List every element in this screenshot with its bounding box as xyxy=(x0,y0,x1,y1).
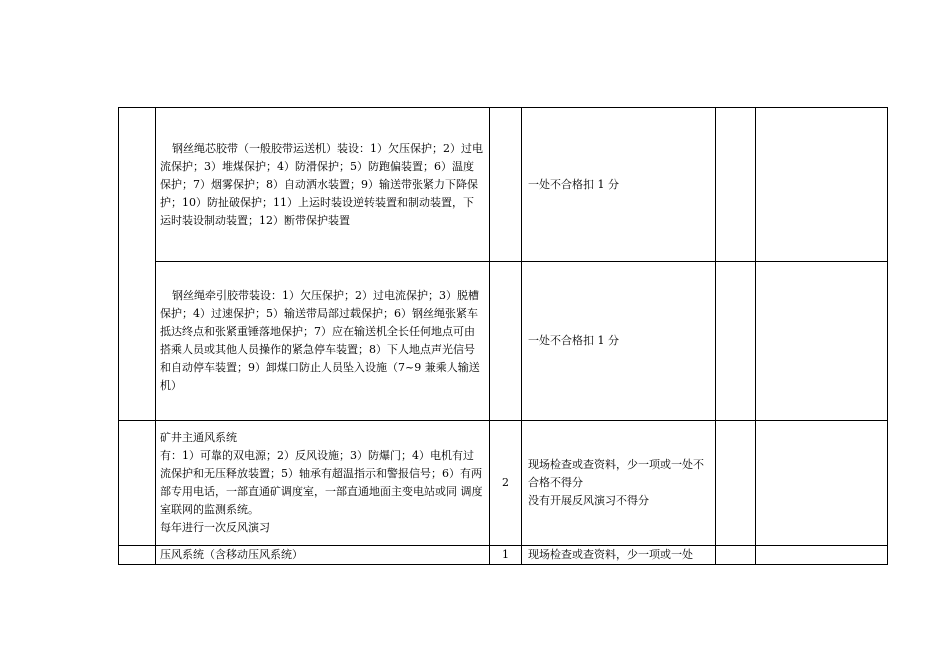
content-cell xyxy=(156,421,490,546)
remark-cell xyxy=(756,262,888,421)
standard-block xyxy=(522,456,715,510)
standard-cell xyxy=(522,546,716,565)
table-row xyxy=(119,262,888,421)
inspection-table xyxy=(118,107,888,565)
content-title: 矿井主通风系统 xyxy=(160,431,237,444)
standard-cell xyxy=(522,421,716,546)
standard-text: 现场检查或查资料，少一项或一处不合格不得分 xyxy=(528,458,704,489)
blank-cell xyxy=(716,546,756,565)
standard-text: 一处不合格扣 1 分 xyxy=(528,334,619,347)
table-row xyxy=(119,546,888,565)
remark-cell xyxy=(756,546,888,565)
content-cell xyxy=(156,108,490,262)
standard-cell xyxy=(522,108,716,262)
blank-cell xyxy=(716,421,756,546)
category-cell xyxy=(119,546,156,565)
category-cell xyxy=(119,421,156,546)
standard-note: 没有开展反风演习不得分 xyxy=(528,494,649,507)
content-block xyxy=(156,429,489,537)
standard-text: 一处不合格扣 1 分 xyxy=(528,177,619,191)
content-text: 钢丝绳芯胶带（一般胶带运送机）装设：1）欠压保护；2）过电流保护；3）堆煤保护；4）防滑保护；5）防跑偏装置；6）温度保护；7）烟雾保护；8）自动洒水装置；9）输送带张紧力下降保护；10）防扯破保护；11）上运时装设逆转装置和制动装置，下运时装设制动装置；12）断带保护装置 xyxy=(160,141,483,227)
table-row xyxy=(119,421,888,546)
standard-text: 现场检查或查资料，少一项或一处 xyxy=(528,548,693,561)
score-cell: 2 xyxy=(490,421,522,546)
score-cell: 1 xyxy=(490,546,522,565)
table-row xyxy=(119,108,888,262)
category-cell xyxy=(119,108,156,421)
blank-cell xyxy=(716,262,756,421)
blank-cell xyxy=(716,108,756,262)
remark-cell xyxy=(756,108,888,262)
content-text: 钢丝绳牵引胶带装设：1）欠压保护；2）过电流保护；3）脱槽保护；4）过速保护；5）输送带局部过载保护；6）钢丝绳张紧车抵达终点和张紧重锤落地保护；7）应在输送机全长任何地点可由搭乘人员或其他人员操作的紧急停车装置；8）下人地点声光信号和自动停车装置；9）卸煤口防止人员坠入设施（7~9 兼乘人输送机） xyxy=(160,289,480,392)
content-note: 每年进行一次反风演习 xyxy=(160,521,270,534)
remark-cell xyxy=(756,421,888,546)
standard-cell xyxy=(522,262,716,421)
content-text: 压风系统（含移动压风系统） xyxy=(160,548,303,561)
score-cell xyxy=(490,108,522,262)
score-cell xyxy=(490,262,522,421)
content-cell xyxy=(156,262,490,421)
content-text: 有：1）可靠的双电源；2）反风设施；3）防爆门；4）电机有过流保护和无压释放装置；5）轴承有超温指示和警报信号；6）有两部专用电话，一部直通矿调度室，一部直通地面主变电站或同 调度室联网的监测系统。 xyxy=(160,449,483,516)
content-cell xyxy=(156,546,490,565)
